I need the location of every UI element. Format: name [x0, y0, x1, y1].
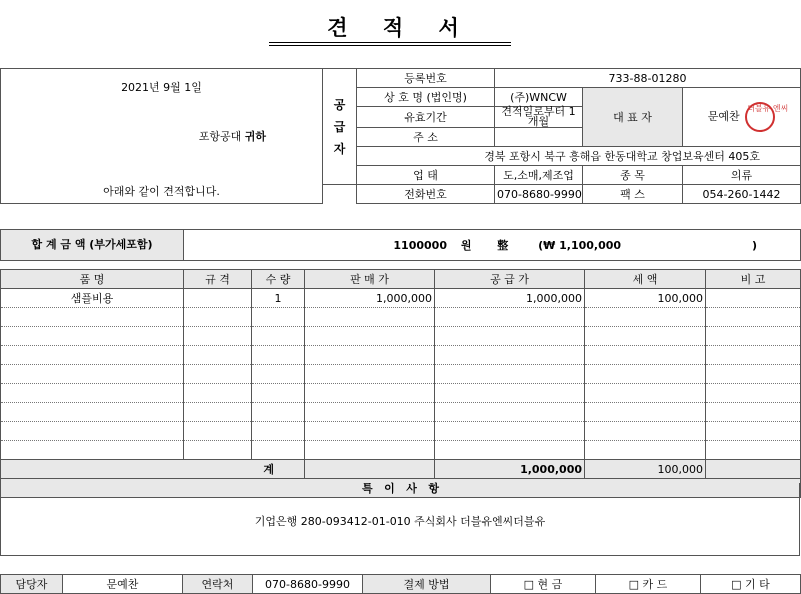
manager-label: 담당자 — [1, 575, 63, 594]
subtotal-supply: 1,000,000 — [435, 460, 585, 479]
biz-value: 도,소매,제조업 — [495, 166, 583, 185]
contact-value: 070-8680-9990 — [253, 575, 363, 594]
biz-label: 업 태 — [357, 166, 495, 185]
contact-label: 연락처 — [183, 575, 253, 594]
header-note: 비 고 — [706, 270, 801, 289]
items-table — [0, 269, 801, 498]
tel-value: 070-8680-9990 — [495, 185, 583, 204]
items-header — [1, 270, 801, 289]
total-paren-close: ) — [751, 238, 758, 252]
table-row — [1, 441, 801, 460]
recipient-name: 포항공대 — [198, 129, 242, 143]
item-label: 종 목 — [583, 166, 683, 185]
name-value: (주)WNCW — [495, 88, 583, 107]
payment-other-checkbox[interactable]: □ 기 타 — [701, 575, 801, 594]
title-underline-1 — [269, 42, 511, 43]
table-row — [1, 422, 801, 441]
fax-label: 팩 스 — [583, 185, 683, 204]
table-row — [1, 308, 801, 327]
total-jeong: 整 — [497, 238, 509, 252]
header-price: 판 매 가 — [305, 270, 435, 289]
company-seal: 더블유 엔씨 — [745, 102, 775, 132]
table-row — [1, 384, 801, 403]
greeting: 아래와 같이 견적합니다. — [1, 166, 323, 204]
addr-pad — [495, 128, 583, 147]
table-row — [1, 327, 801, 346]
table-row — [1, 346, 801, 365]
total-amount-korean: 1100000 — [393, 238, 447, 252]
reg-label: 등록번호 — [357, 69, 495, 88]
rep-value: 문예찬 — [707, 110, 740, 123]
subtotal-row — [1, 460, 801, 479]
reg-value: 733-88-01280 — [495, 69, 801, 88]
rep-label: 대 표 자 — [583, 88, 683, 147]
total-label: 합 계 금 액 (부가세포함) — [1, 230, 184, 261]
fax-value: 054-260-1442 — [683, 185, 801, 204]
document-title: 견 적 서 — [327, 16, 473, 40]
payment-card-checkbox[interactable]: □ 카 드 — [596, 575, 701, 594]
validity-value: 견적일로부터 1개월 — [495, 107, 583, 128]
table-row: 샘플비용 1 1,000,000 1,000,000 100,000 — [1, 289, 801, 308]
payment-label: 결제 방법 — [363, 575, 491, 594]
addr-value: 경북 포항시 북구 흥해읍 한동대학교 창업보육센터 405호 — [357, 147, 801, 166]
subtotal-tax: 100,000 — [585, 460, 706, 479]
validity-label: 유효기간 — [357, 107, 495, 128]
total-amount-won: (₩ 1,100,000 — [538, 238, 622, 252]
payment-cash-checkbox[interactable]: □ 현 금 — [491, 575, 596, 594]
recipient-suffix: 귀하 — [244, 129, 266, 143]
footer-table — [0, 574, 801, 594]
subtotal-label: 계 — [1, 460, 305, 479]
supplier-table — [0, 68, 801, 204]
quote-date: 2021년 9월 1일 — [1, 69, 323, 107]
notes-text: 기업은행 280-093412-01-010 주식회사 더블유엔씨더블유 — [254, 515, 546, 528]
header-supply: 공 급 가 — [435, 270, 585, 289]
total-won: 원 — [460, 238, 472, 252]
item-value: 의류 — [683, 166, 801, 185]
name-label: 상 호 명 (법인명) — [357, 88, 495, 107]
header-qty: 수 량 — [252, 270, 305, 289]
supplier-side-label: 공 급 자 — [323, 69, 357, 185]
notes-header: 특 이 사 항 — [1, 479, 801, 498]
title-underline-2 — [269, 45, 511, 46]
total-amount — [184, 230, 801, 261]
header-spec: 규 격 — [184, 270, 252, 289]
notes-box — [0, 483, 800, 556]
table-row — [1, 365, 801, 384]
header-name: 품 명 — [1, 270, 184, 289]
addr-label: 주 소 — [357, 128, 495, 147]
header-tax: 세 액 — [585, 270, 706, 289]
rep-cell — [683, 88, 801, 147]
tel-label: 전화번호 — [357, 185, 495, 204]
manager-value: 문예찬 — [63, 575, 183, 594]
table-row — [1, 403, 801, 422]
total-table — [0, 229, 801, 261]
recipient — [1, 107, 323, 166]
